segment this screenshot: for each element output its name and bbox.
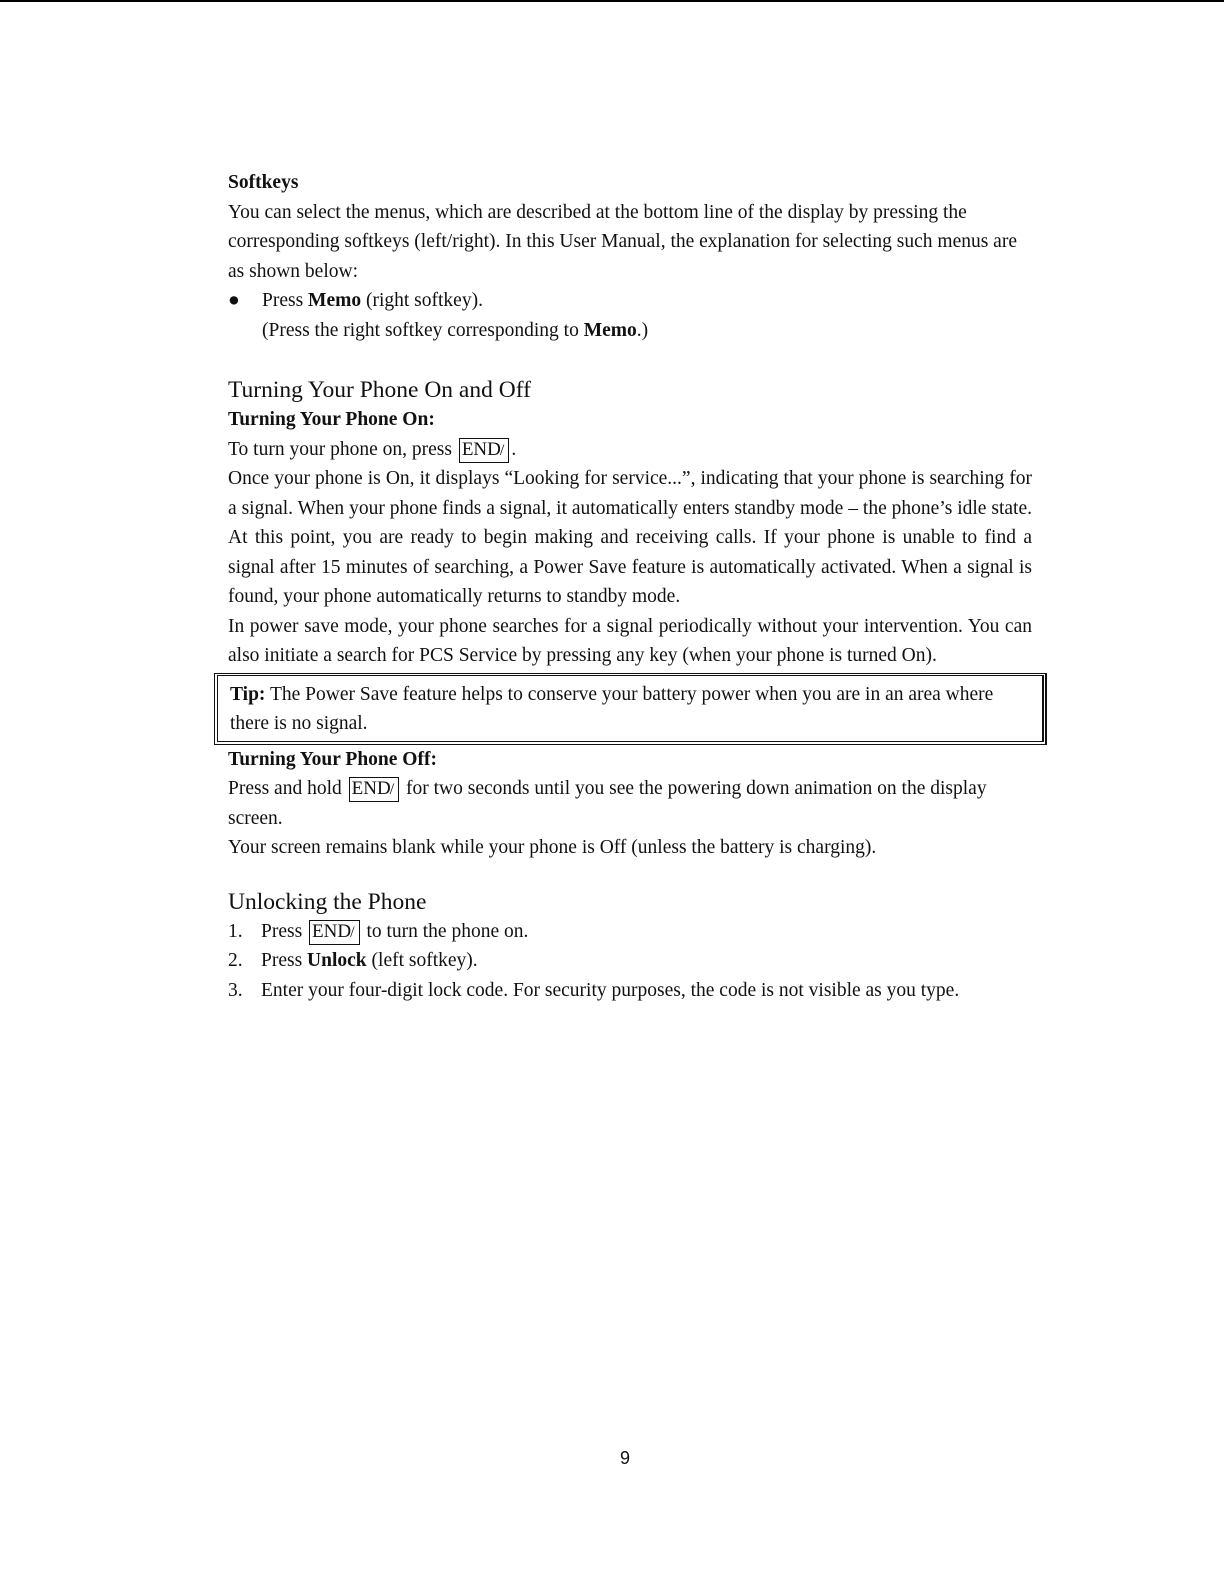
note-text-pre: (Press the right softkey corresponding to (262, 319, 579, 341)
tip-box (214, 673, 1047, 745)
turning-off-line (228, 774, 1032, 833)
on-line-pre: To turn your phone on, press (228, 438, 452, 460)
page-content (228, 168, 1032, 1005)
page-number: 9 (619, 1448, 630, 1468)
note-memo-label: Memo (583, 319, 637, 341)
unlock-step-2 (228, 946, 1032, 976)
turning-heading: Turning Your Phone On and Off (228, 377, 531, 403)
step3-text: Enter your four-digit lock code. For security purposes, the code is not visible as you type. (261, 979, 960, 1001)
softkeys-bullet-item (228, 286, 1032, 316)
top-rule (0, 0, 1224, 2)
memo-label: Memo (308, 290, 362, 311)
turning-off-heading: Turning Your Phone Off: (228, 748, 437, 770)
off-line-pre: Press and hold (228, 778, 342, 799)
turning-on-heading: Turning Your Phone On: (228, 409, 435, 430)
turning-on-paragraph-2: In power save mode, your phone searches for a signal periodically without your intervention. You can also initiate a search for PCS Service by pressing any key (when your phone is turned On). (228, 615, 1032, 666)
bullet-text-post: (right softkey). (365, 290, 483, 311)
turning-off-paragraph: Your screen remains blank while your phone is Off (unless the battery is charging). (228, 837, 877, 858)
turning-on-line (228, 435, 1032, 465)
softkeys-heading: Softkeys (228, 172, 299, 193)
bullet-text-pre: Press (262, 290, 304, 311)
tip-label: Tip: (230, 683, 266, 705)
bullet-icon: ● (228, 290, 240, 311)
unlock-step-1 (228, 917, 1032, 947)
step1-pre: Press (261, 920, 303, 942)
unlock-label: Unlock (307, 950, 367, 971)
unlocking-heading: Unlocking the Phone (228, 888, 427, 915)
end-key-icon: END / (349, 777, 400, 802)
softkeys-paragraph: You can select the menus, which are described at the bottom line of the display by pressing the corresponding softkeys (left/right). In this User Manual, the explanation for selecting such menus are as shown below: (228, 201, 1017, 282)
step1-post: to turn the phone on. (366, 920, 529, 942)
step-number: 2. (228, 950, 243, 971)
end-key-icon: END / (309, 920, 360, 945)
softkeys-note (228, 316, 1032, 346)
off-line-post: for two seconds until you see the powering down animation on the display screen. (228, 778, 987, 829)
end-key-icon: END / (459, 438, 510, 463)
step-number: 1. (228, 920, 243, 942)
unlock-step-3 (228, 976, 1032, 1006)
note-text-post: .) (636, 319, 649, 341)
step-number: 3. (228, 979, 243, 1001)
step2-post: (left softkey). (371, 950, 478, 971)
step2-pre: Press (261, 950, 303, 971)
turning-on-paragraph-1: Once your phone is On, it displays “Looking for service...”, indicating that your phone is searching for a signal. When your phone finds a signal, it automatically enters standby mode – the phone’s idle state. At this point, you are ready to begin making and receiving calls. If your phone is unable to find a signal after 15 minutes of searching, a Power Save feature is automatically activated. When a signal is found, your phone automatically returns to standby mode. (228, 468, 1032, 607)
on-line-post: . (511, 438, 517, 460)
tip-text: The Power Save feature helps to conserve your battery power when you are in an area where there is no signal. (230, 683, 994, 734)
